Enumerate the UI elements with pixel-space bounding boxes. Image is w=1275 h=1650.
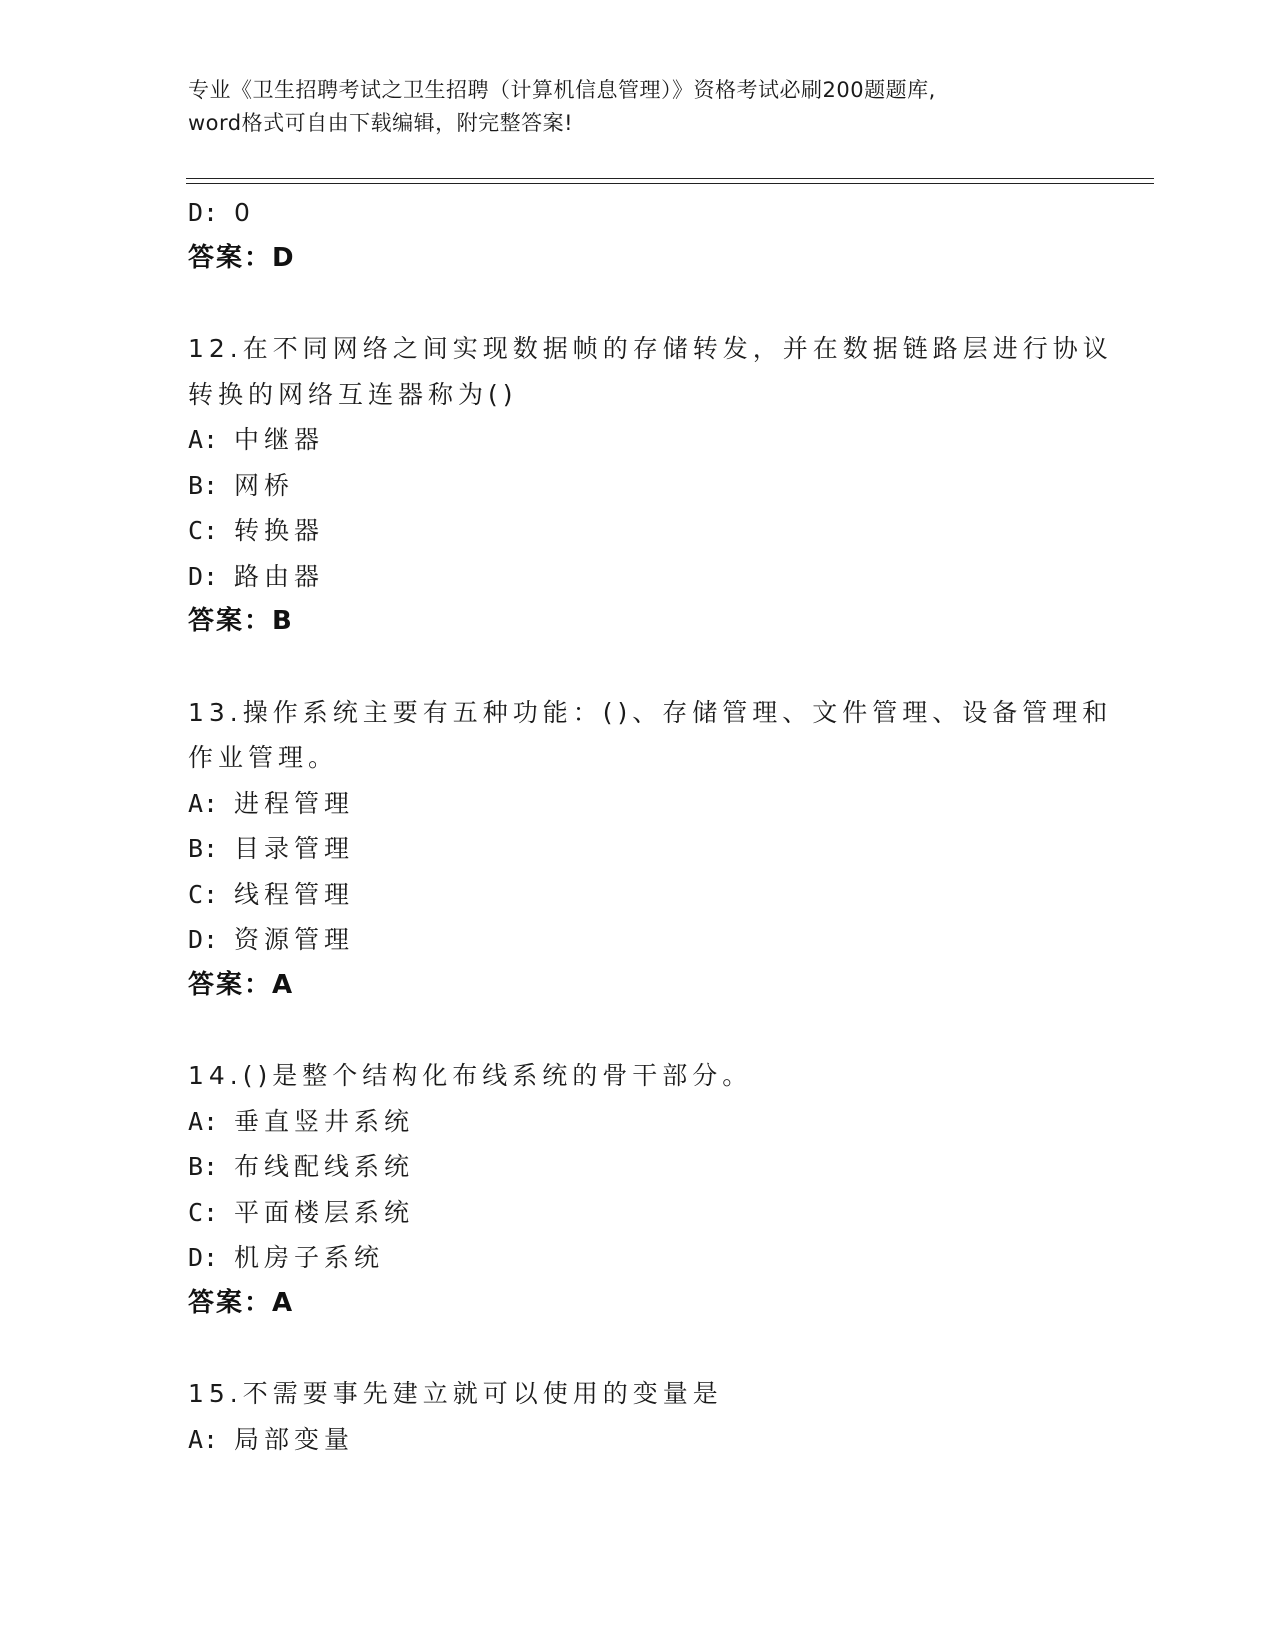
option-text: 中继器: [234, 425, 325, 454]
question-text-line-1: 15.不需要事先建立就可以使用的变量是: [188, 1379, 723, 1408]
answer-label: 答案：D: [188, 242, 296, 273]
option-c: [188, 1190, 1088, 1236]
option-text: 垂直竖井系统: [234, 1106, 415, 1136]
option-letter: A:: [188, 1106, 219, 1136]
option-a: [188, 1417, 1088, 1463]
header-title-line-2: word格式可自由下载编辑，附完整答案!: [188, 111, 574, 135]
option-text: 进程管理: [234, 788, 355, 818]
option-letter: B:: [188, 1152, 219, 1181]
option-letter: D:: [188, 561, 219, 591]
header-title-line-1: 专业《卫生招聘考试之卫生招聘（计算机信息管理）》资格考试必刷200题题库,: [188, 78, 936, 102]
option-letter: C:: [188, 516, 219, 545]
header-divider-top: [186, 178, 1154, 179]
option-text: 机房子系统: [234, 1243, 385, 1272]
option-letter: C:: [188, 1197, 219, 1227]
answer-label: 答案：A: [188, 969, 295, 1000]
option-text: 局部变量: [234, 1424, 355, 1454]
option-text: 布线配线系统: [234, 1152, 415, 1181]
question-15: [188, 1371, 1088, 1462]
spacer: [188, 1326, 1088, 1371]
question-text-line-1: 13.操作系统主要有五种功能：()、存储管理、文件管理、设备管理和: [188, 697, 1113, 727]
option-c: [188, 508, 1088, 554]
spacer: [188, 1008, 1088, 1053]
question-list: [188, 190, 1113, 1462]
question-text-line-1: 12.在不同网络之间实现数据帧的存储转发，并在数据链路层进行协议: [188, 334, 1113, 363]
option-letter: D:: [188, 925, 219, 954]
option-c: [188, 872, 1088, 918]
question-13: [188, 690, 1113, 1009]
option-text: 转换器: [234, 516, 325, 545]
option-text: 目录管理: [234, 834, 355, 863]
option-letter: A:: [188, 788, 219, 818]
question-11-tail: [188, 190, 1088, 281]
option-letter: D:: [188, 1243, 219, 1272]
option-d: [188, 1235, 1088, 1281]
answer-label: 答案：A: [188, 1287, 295, 1318]
header-divider-bottom: [186, 183, 1154, 184]
question-12: [188, 326, 1113, 645]
option-a: [188, 781, 1088, 827]
option-b: [188, 1144, 1088, 1190]
option-d: [188, 917, 1088, 963]
option-d: [188, 554, 1088, 600]
option-b: [188, 826, 1088, 872]
option-text: 路由器: [234, 561, 325, 591]
spacer: [188, 281, 1088, 326]
option-letter: C:: [188, 879, 219, 909]
option-letter: B:: [188, 834, 219, 863]
option-text: 网桥: [234, 470, 295, 500]
option-letter: A:: [188, 1424, 219, 1454]
option-a: [188, 417, 1088, 463]
option-text: 0: [234, 198, 255, 227]
question-14: [188, 1053, 1088, 1326]
option-letter: D:: [188, 198, 219, 227]
question-text-line-2: 转换的网络互连器称为(): [188, 379, 518, 409]
option-d: [188, 190, 1088, 236]
option-text: 平面楼层系统: [234, 1197, 415, 1227]
option-text: 线程管理: [234, 879, 355, 909]
option-letter: A:: [188, 425, 219, 454]
document-header: [188, 74, 1068, 140]
question-text-line-2: 作业管理。: [188, 743, 339, 772]
spacer: [188, 645, 1088, 690]
option-a: [188, 1099, 1088, 1145]
answer-label: 答案：B: [188, 606, 294, 636]
option-b: [188, 463, 1088, 509]
question-text-line-1: 14.()是整个结构化布线系统的骨干部分。: [188, 1061, 753, 1090]
option-letter: B:: [188, 470, 219, 500]
option-text: 资源管理: [234, 925, 355, 954]
